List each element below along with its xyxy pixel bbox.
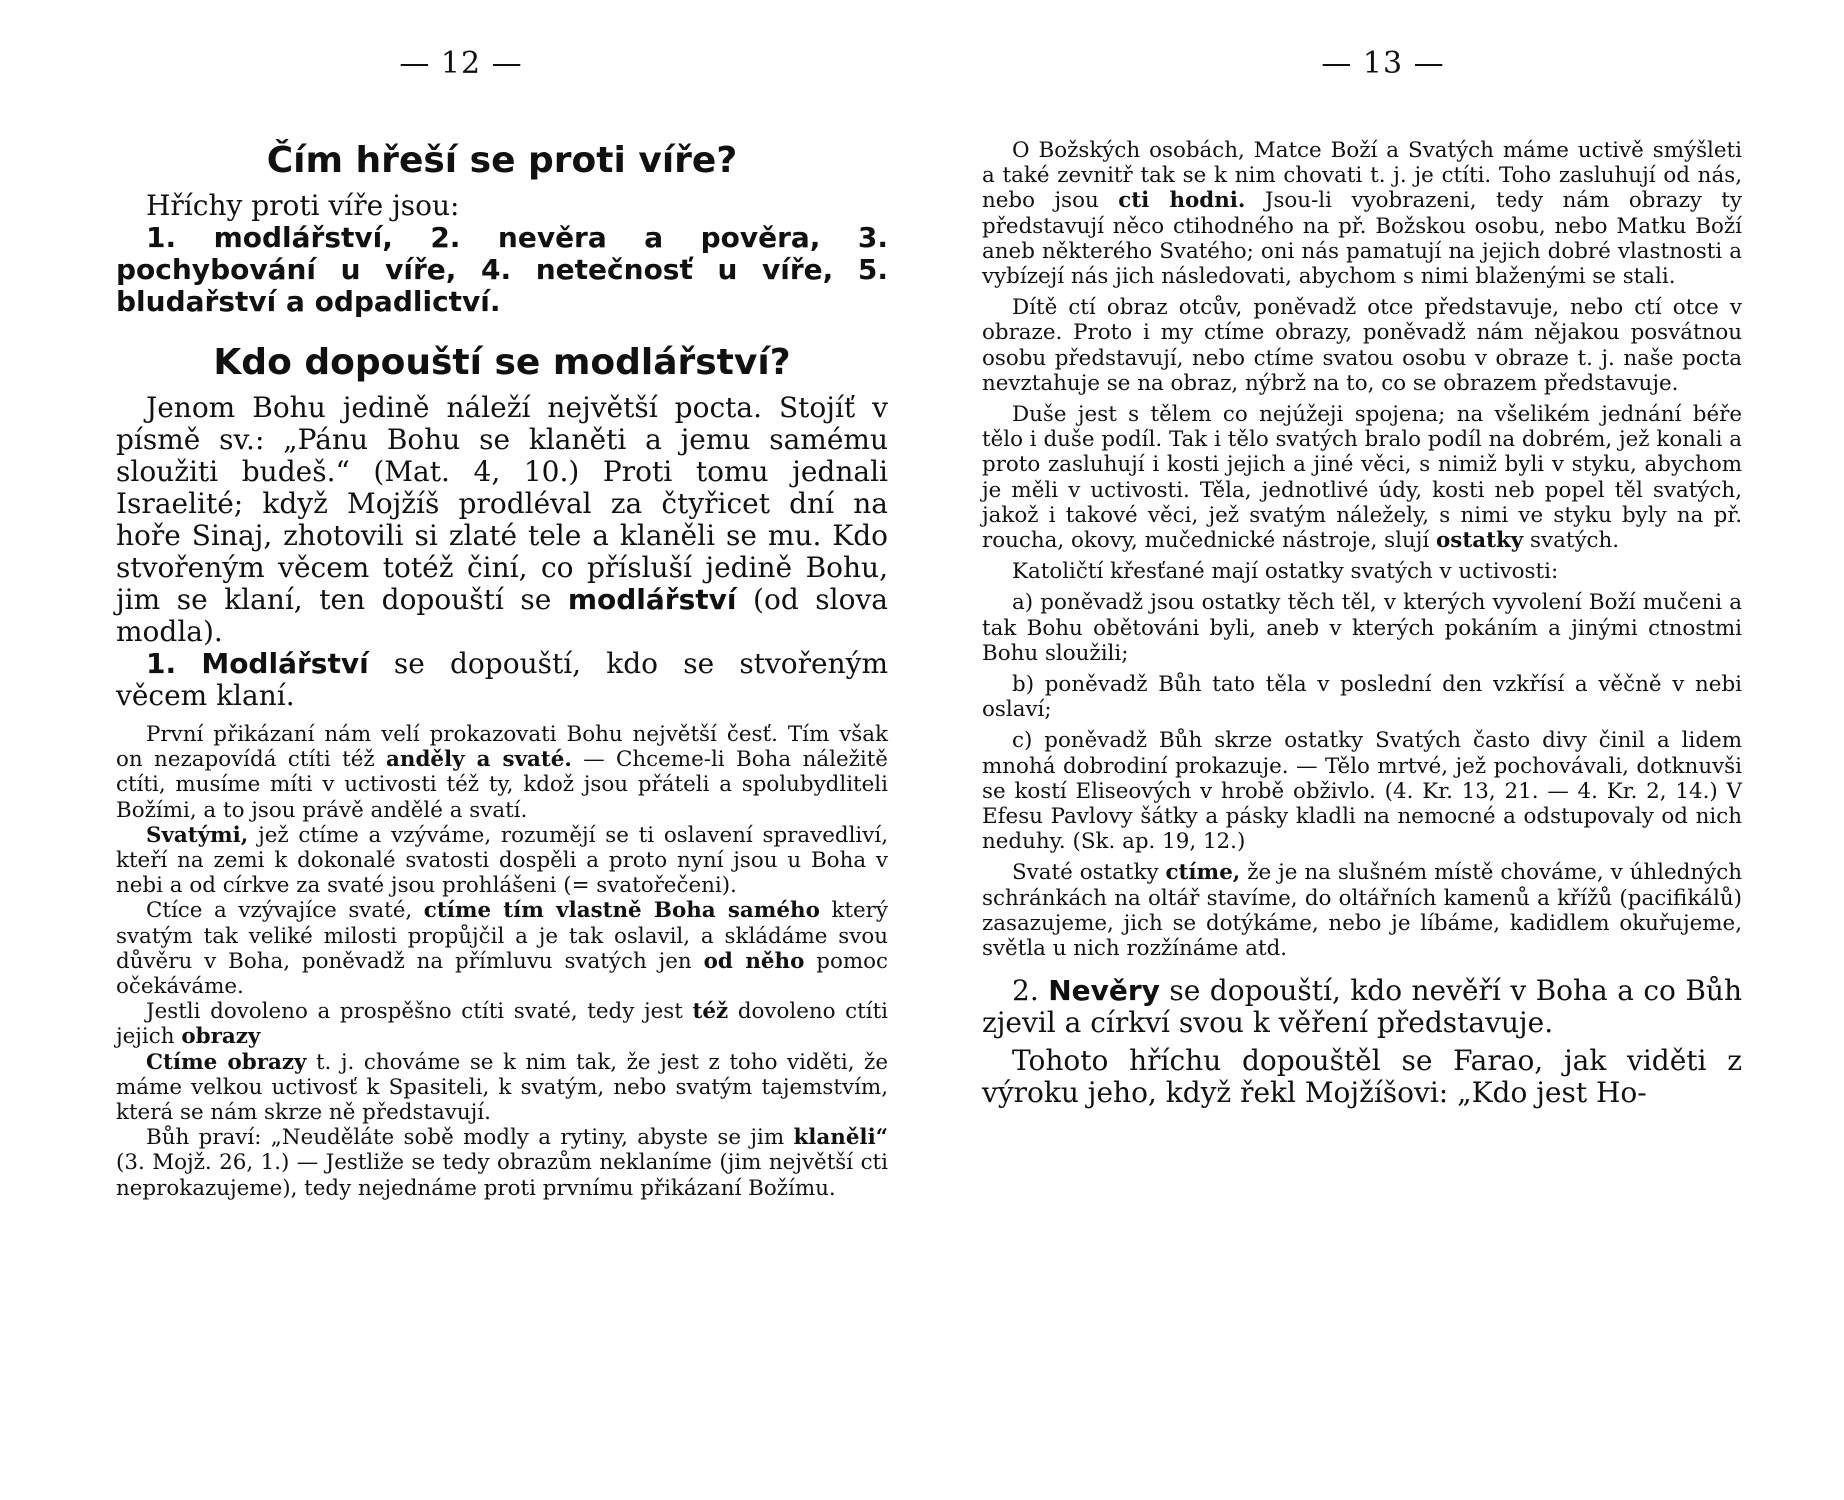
paragraph <box>116 392 888 648</box>
text: který svatým tak veliké milosti propůjčil a je tak oslavil, a skládáme svou důvěru v Boha, poněvadž na přímluvu svatých jen <box>116 898 888 974</box>
text: Bůh praví: „Neuděláte sobě modly a rytiny, abyste se jim <box>146 1125 785 1151</box>
intro-line: Hříchy proti víře jsou: <box>146 189 460 222</box>
small-paragraph: Dítě ctí obraz otcův, poněvadž otce představuje, nebo ctí otce v obraze. Proto i my ctíme obrazy, poněvadž nám nějakou posvátnou osobu představují, nebo ctíme svatou osobu v obraze t. j. naše pocta nevztahuje se na obraz, nýbrž na to, co se obrazem představuje. <box>982 295 1742 396</box>
bold-term: Ctíme obrazy <box>146 1049 307 1075</box>
text: Jenom Bohu jedině náleží největší pocta. Stojíť v písmě sv.: „Pánu Bohu se klaněti a jemu samému sloužiti budeš.“ (Mat. 4, 10.) Proti tomu jednali Israelité; když Mojžíš prodléval za čtyřicet dní na hoře Sinaj, zhotovili si zlaté tele a klaněli se mu. Kdo stvořeným věcem totéž činí, co přísluší jedině Bohu, jim se klaní, ten dopouští se <box>116 391 888 616</box>
text: svatých. <box>1530 528 1620 554</box>
text: pomoc očekáváme. <box>116 948 888 1000</box>
numbered-item <box>982 975 1742 1039</box>
item-number: 1. <box>146 647 177 680</box>
bold-term: klaněli“ <box>793 1125 888 1151</box>
bold-term: Nevěry <box>1048 974 1160 1008</box>
text: (3. Mojž. 26, 1.) — Jestliže se tedy obrazům neklaníme (jim největší cti neprokazujeme), tedy nejednáme proti prvnímu přikázaní Božímu. <box>116 1150 888 1201</box>
section-heading: Čím hřeší se proti víře? <box>266 140 738 181</box>
bold-term: anděly a svaté. <box>386 747 572 773</box>
text: se dopouští, kdo nevěří v Boha a co Bůh zjevil a církví svou k věření představuje. <box>982 974 1743 1040</box>
small-paragraph: Katoličtí křesťané mají ostatky svatých v uctivosti: <box>1012 559 1559 585</box>
bold-term: též <box>692 999 729 1025</box>
text: Jestli dovoleno a prospěšno ctíti svaté, tedy jest <box>146 999 683 1025</box>
text: se dopouští, kdo se stvořeným věcem klaní. <box>116 647 888 712</box>
text: Ctíce a vzývajíce svaté, <box>146 898 413 924</box>
list-item: a) poněvadž jsou ostatky těch těl, v kterých vyvolení Boží mučeni a tak Bohu obětováni byli, aneb v kterých pokáním a jinými ctnostmi Bohu sloužili; <box>982 590 1742 666</box>
page-number: — 12 — <box>399 46 523 81</box>
bold-term: ostatky <box>1436 528 1524 554</box>
bold-term: Svatými, <box>146 822 249 848</box>
bold-term: modlářství <box>567 583 737 616</box>
text: První přikázaní nám velí prokazovati Bohu největší česť. Tím však on nezapovídá ctíti též <box>116 722 888 773</box>
right-page <box>922 0 1844 1500</box>
text: dovoleno ctíti jejich <box>116 999 889 1050</box>
paragraph: Tohoto hříchu dopouštěl se Farao, jak viděti z výroku jeho, když řekl Mojžíšovi: „Kdo jest Ho- <box>982 1044 1742 1110</box>
text: jež ctíme a vzýváme, rozumějí se ti oslavení spravedliví, kteří na zemi k dokonalé svatosti dospěli a proto nyní jsou u Boha v nebi a od církve za svaté jsou prohlášeni (= svatořečeni). <box>116 822 888 899</box>
text: — Chceme-li Boha náležitě ctíti, musíme míti v uctivosti též ty, kdož jsou přáteli a spolubydliteli Božími, a to jsou právě andělé a svatí. <box>116 747 888 823</box>
text: O Božských osobách, Matce Boží a Svatých máme uctivě smýšleti a také zevnitř tak se k nim chovati t. j. je ctíti. Toho zasluhují od nás, nebo jsou <box>982 138 1742 214</box>
small-paragraph <box>116 999 888 1049</box>
text: Jsou-li vyobrazeni, tedy nám obrazy ty představují něco ctihodného na př. Božskou osobu, nebo Matku Boží aneb některého Svatého; oni nás pamatují na jejich dobré vlastnosti a vybízejí nás jich následovati, abychom s nimi blaženými se stali. <box>982 188 1742 290</box>
text: t. j. chováme se k nim tak, že jest z toho viděti, že máme velkou uctivosť k Spasiteli, k svatým, nebo svatým tajemstvím, která se nám skrze ně představují. <box>116 1049 888 1126</box>
text: Svaté ostatky <box>1012 860 1159 886</box>
item-number: 2. <box>1012 974 1039 1008</box>
text: Duše jest s tělem co nejúžeji spojena; na všelikém jednání béře tělo i duše podíl. Tak i tělo svatých bralo podíl na dobrém, jež konali a proto zasluhují i kosti jejich a jiné věci, s nimiž byli v styku, abychom je měli v uctivosti. Těla, jednotlivé údy, kosti neb popel těl svatých, jakož i takové věci, jež svatým náležely, s nimi ve styku byly na př. roucha, okovy, mučednické nástroje, slují <box>982 402 1742 554</box>
small-paragraph <box>982 402 1742 553</box>
small-paragraph <box>116 722 888 823</box>
small-paragraph <box>982 860 1742 961</box>
list-item: c) poněvadž Bůh skrze ostatky Svatých často divy činil a lidem mnohá dobrodiní prokazuje. — Tělo mrtvé, jež pochovávali, dotknuvši se kostí Eliseových v hrobě obživlo. (4. Kr. 13, 21. — 4. Kr. 2, 14.) V Efesu Pavlovy šátky a pásky kladli na nemocné a odstupovaly od nich neduhy. (Sk. ap. 19, 12.) <box>982 728 1742 855</box>
bold-term: ctíme, <box>1165 860 1241 886</box>
small-paragraph <box>116 898 888 999</box>
list-item: b) poněvadž Bůh tato těla v poslední den vzkřísí a věčně v nebi oslaví; <box>982 672 1742 723</box>
text: (od slova modla). <box>116 583 888 648</box>
section-heading-2: Kdo dopouští se modlářství? <box>213 342 791 383</box>
bold-term: obrazy <box>181 1024 261 1050</box>
small-paragraph <box>116 823 888 899</box>
right-text-column <box>982 138 1742 1109</box>
small-paragraph <box>116 1050 888 1126</box>
bold-term: od něho <box>703 948 805 974</box>
small-paragraph <box>982 138 1742 289</box>
bold-term: ctíme tím vlastně Boha samého <box>423 898 820 924</box>
numbered-item <box>116 648 888 712</box>
bold-term: cti hodni. <box>1118 188 1246 214</box>
page-number: — 13 — <box>1321 46 1445 81</box>
small-paragraph <box>116 1125 888 1201</box>
sin-list: 1. modlářství, 2. nevěra a pověra, 3. pochybování u víře, 4. netečnosť u víře, 5. bludařství a odpadlictví. <box>116 221 888 318</box>
bold-term: Modlářství <box>201 647 369 680</box>
left-text-column <box>116 138 888 1201</box>
text: že je na slušném místě chováme, v úhledných schránkách na oltář stavíme, do oltářních kamenů a křížů (pacifikálů) zasazujeme, jich se dotýkáme, nebo je líbáme, kadidlem okuřujeme, světla u nich rozžínáme atd. <box>982 860 1742 962</box>
